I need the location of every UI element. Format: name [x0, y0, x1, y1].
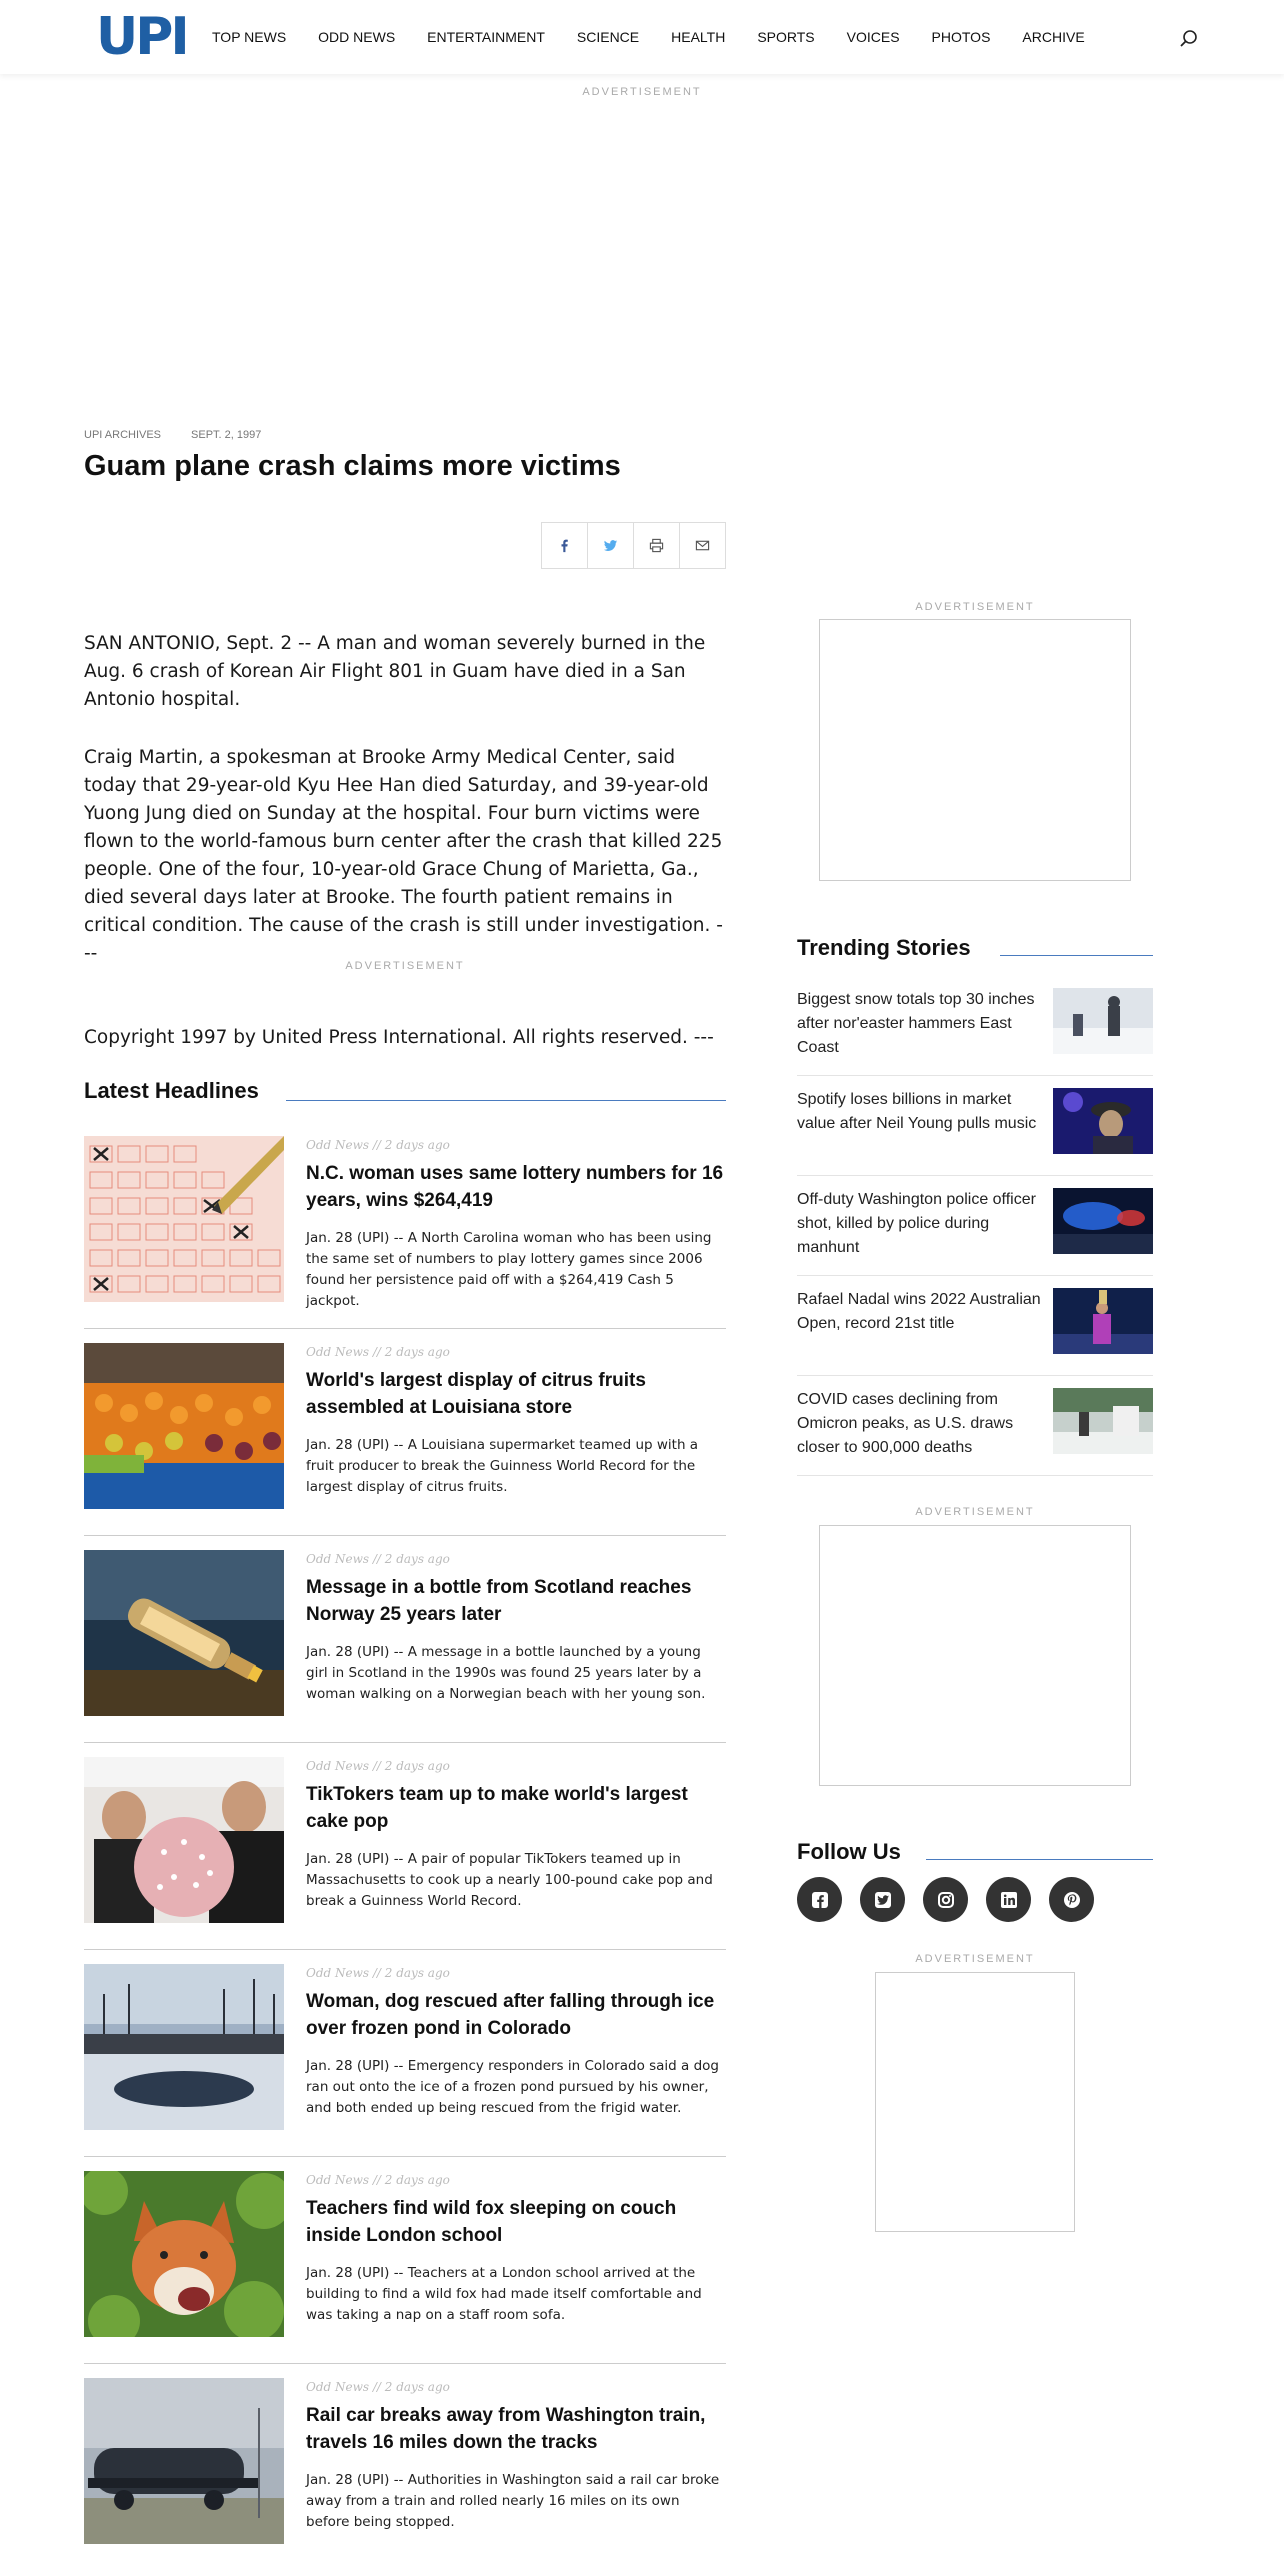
instagram-icon — [935, 1889, 957, 1911]
article-meta — [84, 429, 261, 441]
headline-thumbnail[interactable] — [84, 2171, 284, 2337]
headline-category[interactable]: Odd News — [306, 1138, 370, 1152]
headline-age: 2 days ago — [384, 1345, 450, 1359]
ad-slot-sidebar-3[interactable] — [875, 1972, 1075, 2232]
covid-testing-image — [1053, 1388, 1153, 1454]
headline-summary: Jan. 28 (UPI) -- Authorities in Washington said a rail car broke away from a train and rolled nearly 16 miles on its own before being stopped. — [306, 2472, 720, 2530]
cake-pop-image — [84, 1757, 284, 1923]
email-button[interactable] — [679, 522, 726, 569]
headline-category[interactable]: Odd News — [306, 2380, 370, 2394]
headline-title[interactable]: World's largest display of citrus fruits assembled at Louisiana store — [306, 1370, 646, 1418]
trending-thumbnail[interactable] — [1053, 1188, 1153, 1254]
trending-item — [797, 976, 1153, 1076]
trending-thumbnail[interactable] — [1053, 1088, 1153, 1154]
headline-category[interactable]: Odd News — [306, 1966, 370, 1980]
nav-archive[interactable]: ARCHIVE — [1022, 29, 1085, 45]
headline-thumbnail[interactable] — [84, 1964, 284, 2130]
trending-thumbnail[interactable] — [1053, 1388, 1153, 1454]
site-header — [0, 0, 1284, 74]
headline-age: 2 days ago — [384, 1138, 450, 1152]
nav-entertainment[interactable]: ENTERTAINMENT — [427, 29, 545, 45]
nav-voices[interactable]: VOICES — [846, 29, 900, 45]
article-paragraph: SAN ANTONIO, Sept. 2 -- A man and woman severely burned in the Aug. 6 crash of Korean Air Flight 801 in Guam have died in a San Antonio hospital. — [84, 633, 706, 710]
headline-title[interactable]: Message in a bottle from Scotland reaches Norway 25 years later — [306, 1577, 692, 1625]
nav-health[interactable]: HEALTH — [671, 29, 726, 45]
ad-slot-sidebar-2[interactable] — [819, 1525, 1131, 1786]
share-bar — [542, 522, 726, 569]
headline-title[interactable]: TikTokers team up to make world's largest cake pop — [306, 1784, 688, 1832]
facebook-icon — [557, 538, 572, 553]
linkedin-icon — [998, 1889, 1020, 1911]
headline-summary: Jan. 28 (UPI) -- A North Carolina woman who has been using the same set of numbers to play lottery games since 2006 found her persistence paid off with a $264,419 Cash 5 jackpot. — [306, 1230, 712, 1309]
instagram-link[interactable] — [923, 1877, 968, 1922]
headline-meta: Odd News // 2 days ago — [306, 1138, 450, 1152]
latest-headlines-heading: Latest Headlines — [84, 1078, 279, 1104]
headline-category[interactable]: Odd News — [306, 1759, 370, 1773]
headline-age: 2 days ago — [384, 2380, 450, 2394]
nav-sports[interactable]: SPORTS — [757, 29, 815, 45]
twitter-link[interactable] — [860, 1877, 905, 1922]
follow-us-rule — [926, 1859, 1153, 1860]
linkedin-link[interactable] — [986, 1877, 1031, 1922]
headline-meta: Odd News // 2 days ago — [306, 1966, 450, 1980]
headline-title[interactable]: Teachers find wild fox sleeping on couch inside London school — [306, 2198, 677, 2246]
social-links — [797, 1877, 1094, 1922]
facebook-icon — [809, 1889, 831, 1911]
headline-age: 2 days ago — [384, 1552, 450, 1566]
ad-slot-sidebar-1[interactable] — [819, 619, 1131, 881]
nav-photos[interactable]: PHOTOS — [931, 29, 991, 45]
ad-label-inline: ADVERTISEMENT — [345, 960, 465, 972]
print-button[interactable] — [633, 522, 680, 569]
article-copyright: Copyright 1997 by United Press International. All rights reserved. --- — [84, 1027, 714, 1048]
article-title: Guam plane crash claims more victims — [84, 450, 621, 482]
headline-age: 2 days ago — [384, 2173, 450, 2187]
article-body — [84, 630, 726, 998]
main-nav — [196, 0, 1101, 74]
lottery-ticket-image — [84, 1136, 284, 1302]
trending-title[interactable]: Biggest snow totals top 30 inches after nor'easter hammers East Coast — [797, 991, 1035, 1056]
headline-category[interactable]: Odd News — [306, 1552, 370, 1566]
headline-thumbnail[interactable] — [84, 1343, 284, 1509]
trending-thumbnail[interactable] — [1053, 988, 1153, 1054]
ad-label-sidebar-1: ADVERTISEMENT — [915, 601, 1035, 613]
trending-title[interactable]: Rafael Nadal wins 2022 Australian Open, record 21st title — [797, 1291, 1041, 1332]
nav-science[interactable]: SCIENCE — [576, 29, 640, 45]
rafael-nadal-image — [1053, 1288, 1153, 1354]
message-bottle-image — [84, 1550, 284, 1716]
logo-text[interactable]: UPI — [96, 7, 187, 67]
headline-title[interactable]: Rail car breaks away from Washington train, travels 16 miles down the tracks — [306, 2405, 706, 2453]
share-facebook-button[interactable] — [541, 522, 588, 569]
rail-car-image — [84, 2378, 284, 2544]
email-icon — [695, 538, 710, 553]
headline-summary: Jan. 28 (UPI) -- A message in a bottle launched by a young girl in Scotland in the 1990s was found 25 years later by a woman walking on a Norwegian beach with her young son. — [306, 1644, 706, 1702]
headline-thumbnail[interactable] — [84, 2378, 284, 2544]
headline-summary: Jan. 28 (UPI) -- Emergency responders in Colorado said a dog ran out onto the ice of a frozen pond pursued by his owner, and both ended up being rescued from the frigid water. — [306, 2058, 720, 2116]
citrus-display-image — [84, 1343, 284, 1509]
nav-top-news[interactable]: TOP NEWS — [212, 29, 287, 45]
pinterest-link[interactable] — [1049, 1877, 1094, 1922]
headline-item — [84, 1950, 726, 2157]
headline-thumbnail[interactable] — [84, 1550, 284, 1716]
ad-label-top: ADVERTISEMENT — [582, 86, 702, 98]
police-lights-image — [1053, 1188, 1153, 1254]
latest-headlines-rule — [286, 1100, 726, 1101]
twitter-icon — [872, 1889, 894, 1911]
trending-item — [797, 1076, 1153, 1176]
headline-category[interactable]: Odd News — [306, 1345, 370, 1359]
headline-meta: Odd News // 2 days ago — [306, 1759, 450, 1773]
neil-young-image — [1053, 1088, 1153, 1154]
headline-thumbnail[interactable] — [84, 1136, 284, 1302]
facebook-link[interactable] — [797, 1877, 842, 1922]
headline-summary: Jan. 28 (UPI) -- A pair of popular TikTokers teamed up in Massachusetts to cook up a nearly 100-pound cake pop and break a Guinness World Record. — [306, 1851, 713, 1909]
latest-headlines-list — [84, 1122, 726, 2568]
headline-thumbnail[interactable] — [84, 1757, 284, 1923]
nav-odd-news[interactable]: ODD NEWS — [318, 29, 396, 45]
headline-category[interactable]: Odd News — [306, 2173, 370, 2187]
article-date: SEPT. 2, 1997 — [191, 429, 262, 441]
trending-title[interactable]: Off-duty Washington police officer shot, killed by police during manhunt — [797, 1191, 1036, 1256]
follow-us-heading: Follow Us — [797, 1839, 921, 1865]
frozen-pond-image — [84, 1964, 284, 2130]
trending-item — [797, 1276, 1153, 1376]
wild-fox-image — [84, 2171, 284, 2337]
snow-storm-image — [1053, 988, 1153, 1054]
headline-summary: Jan. 28 (UPI) -- A Louisiana supermarket teamed up with a fruit producer to break the Guinness World Record for the largest display of citrus fruits. — [306, 1437, 699, 1495]
headline-item — [84, 1536, 726, 1743]
headline-item — [84, 1743, 726, 1950]
ad-label-sidebar-3: ADVERTISEMENT — [915, 1953, 1035, 1965]
headline-meta: Odd News // 2 days ago — [306, 1552, 450, 1566]
twitter-icon — [603, 538, 618, 553]
trending-list — [797, 976, 1153, 1476]
print-icon — [649, 538, 664, 553]
upi-logo[interactable] — [96, 7, 187, 67]
headline-summary: Jan. 28 (UPI) -- Teachers at a London school arrived at the building to find a wild fox had made itself comfortable and was taking a nap on a staff room sofa. — [306, 2265, 702, 2323]
headline-meta: Odd News // 2 days ago — [306, 1345, 450, 1359]
article-section[interactable]: UPI ARCHIVES — [84, 429, 162, 441]
headline-meta: Odd News // 2 days ago — [306, 2173, 450, 2187]
headline-item — [84, 2157, 726, 2364]
trending-thumbnail[interactable] — [1053, 1288, 1153, 1354]
trending-title[interactable]: Spotify loses billions in market value after Neil Young pulls music — [797, 1091, 1037, 1132]
headline-age: 2 days ago — [384, 1759, 450, 1773]
headline-title[interactable]: N.C. woman uses same lottery numbers for 16 years, wins $264,419 — [306, 1163, 724, 1211]
headline-item — [84, 2364, 726, 2568]
trending-item — [797, 1176, 1153, 1276]
search-icon[interactable] — [1178, 28, 1200, 50]
trending-heading: Trending Stories — [797, 935, 991, 961]
headline-meta: Odd News // 2 days ago — [306, 2380, 450, 2394]
headline-item — [84, 1329, 726, 1536]
headline-age: 2 days ago — [384, 1966, 450, 1980]
trending-title[interactable]: COVID cases declining from Omicron peaks, as U.S. draws closer to 900,000 deaths — [797, 1391, 1014, 1456]
pinterest-icon — [1061, 1889, 1083, 1911]
article-paragraph: Craig Martin, a spokesman at Brooke Army Medical Center, said today that 29-year-old Kyu Hee Han died Saturday, and 39-year-old Yuong Jung died on Sunday at the hospital. Four burn victims were flown to the world-famous burn center after the crash that killed 225 people. One of the four, 10-year-old Grace Chung of Marietta, Ga., died several days later at Brooke. The fourth patient remains in critical condition. The cause of the crash is still under investigation. --- — [84, 747, 723, 964]
ad-label-sidebar-2: ADVERTISEMENT — [915, 1506, 1035, 1518]
trending-rule — [1000, 955, 1153, 956]
trending-item — [797, 1376, 1153, 1476]
headline-title[interactable]: Woman, dog rescued after falling through ice over frozen pond in Colorado — [306, 1991, 715, 2039]
share-twitter-button[interactable] — [587, 522, 634, 569]
headline-item — [84, 1122, 726, 1329]
